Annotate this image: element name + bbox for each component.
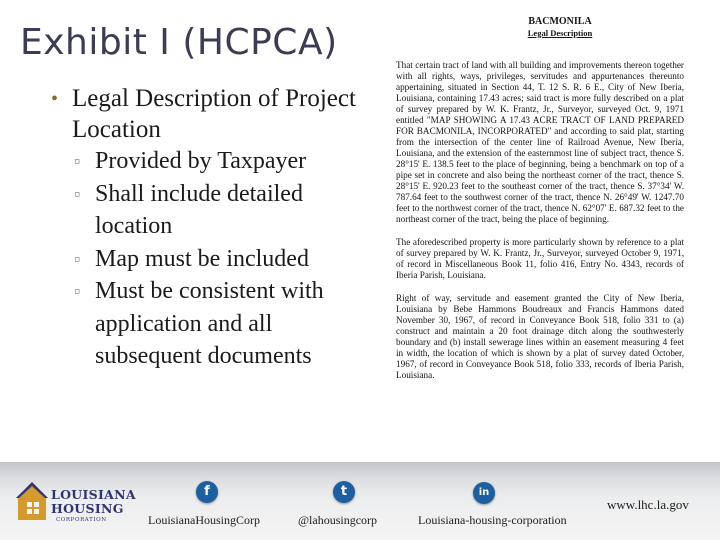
linkedin-icon[interactable]: in	[473, 482, 495, 504]
sub-item	[44, 275, 364, 373]
document-paragraph: The aforedescribed property is more particularly shown by reference to a plat of survey prepared by W. K. Frantz, Jr., Surveyor, surveyed October 9, 1971, of record in Miscellaneous Book 11, folio 416, Entry No. 4343, records of Iberia Parish, Louisiana.	[396, 237, 684, 280]
document-paragraph: That certain tract of land with all building and improvements thereon together with all rights, ways, privileges, servitudes and appurtenances thereunto appertaining, situated in Section 44, T. 12 S. R. 6 E., City of New Iberia, Louisiana, containing 17.43 acres; said tract is more fully described on a plat of survey prepared by W. K. Frantz, Jr., Surveyor, surveyed Oct. 9, 1971 entitled "MAP SHOWING A 17.43 ACRE TRACT OF LAND PREPARED FOR BACMONILA, INCORPORATED" and according to said plat, starting from the intersection of the center line of Railroad Avenue, New Iberia, Louisiana, and the extension of the easternmost line of subject tract, thence S. 28°15' E. 138.5 feet to the place of beginning, being a benchmark on top of a pipe set in concrete and also being the northeast corner of the tract, thence S. 28°15' E. 920.23 feet to the southeast corner of the tract, thence S. 37°34' W. 787.64 feet to the southwest corner of the tract, thence N. 26°49' W. 1247.70 feet to the northwest corner of the tract, thence N. 62°07' E. 687.32 feet to the northeast corner of the tract, being the place of beginning.	[396, 60, 684, 224]
twitter-icon[interactable]: t	[333, 481, 355, 503]
bullet-item	[44, 84, 364, 145]
slide-title: Exhibit I (HCPCA)	[20, 22, 338, 63]
square-bullet-icon: ▫	[74, 151, 81, 171]
bullet-list	[44, 84, 364, 373]
document-header	[436, 16, 684, 38]
facebook-label[interactable]: LouisianaHousingCorp	[148, 513, 260, 527]
legal-description-document	[396, 16, 684, 393]
sub-item-text: Must be consistent with application and all subsequent documents	[95, 278, 324, 369]
sub-item	[44, 145, 364, 178]
document-company-name: BACMONILA	[528, 16, 592, 27]
facebook-icon[interactable]: f	[196, 481, 218, 503]
sub-item	[44, 178, 364, 243]
footer-bar	[0, 462, 720, 540]
square-bullet-icon: ▫	[74, 248, 81, 269]
sub-item-text: Shall include detailed location	[95, 180, 303, 239]
square-bullet-icon: ▫	[74, 183, 81, 204]
sub-item	[44, 243, 364, 276]
logo-line-3: CORPORATION	[56, 517, 107, 523]
sub-item-text: Map must be included	[95, 245, 309, 272]
bullet-dot-icon: •	[51, 88, 59, 110]
linkedin-label[interactable]: Louisiana-housing-corporation	[418, 513, 567, 527]
house-logo-icon	[16, 478, 50, 522]
logo-line-1: LOUISIANA	[51, 487, 136, 502]
website-link[interactable]: www.lhc.la.gov	[607, 497, 689, 512]
document-paragraph: Right of way, servitude and easement granted the City of New Iberia, Louisiana by Bebe Hammons Boudreaux and Francis Hammons dated November 30, 1967, of record in Conveyance Book 518, folio 331 to (a) construct and maintain a 20 foot drainage ditch along the southwesterly boundary and (b) install sewerage lines within an easement measuring 4 feet in width, the location of which is shown by a plat of survey dated October, 1967, of record in Conveyance Book 518, folio 333, records of Iberia Parish, Louisiana.	[396, 293, 684, 380]
lhc-logo	[16, 476, 136, 526]
document-subtitle: Legal Description	[527, 28, 593, 38]
logo-line-2: HOUSING	[51, 501, 124, 516]
twitter-label[interactable]: @lahousingcorp	[298, 513, 378, 527]
square-bullet-icon: ▫	[74, 281, 81, 301]
bullet-text: Legal Description of Project Location	[72, 85, 356, 143]
sub-item-text: Provided by Taxpayer	[95, 148, 307, 174]
